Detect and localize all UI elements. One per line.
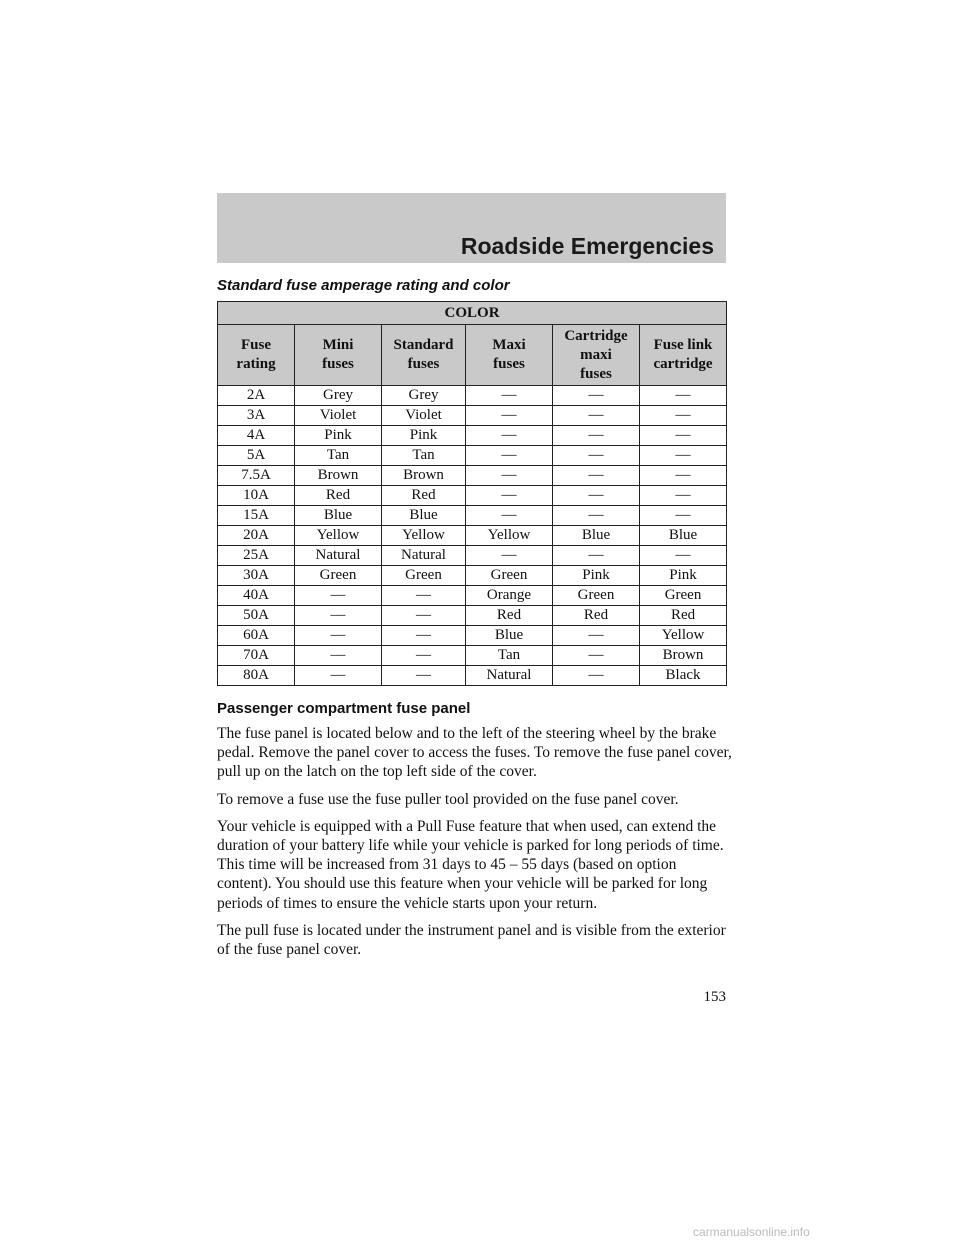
table-cell: — bbox=[640, 446, 727, 466]
table-cell: — bbox=[553, 666, 640, 686]
table-cell: Blue bbox=[295, 506, 382, 526]
table-cell: — bbox=[553, 646, 640, 666]
table-cell: — bbox=[466, 406, 553, 426]
table-cell: Red bbox=[640, 606, 727, 626]
table-cell: — bbox=[466, 446, 553, 466]
table-cell: 20A bbox=[218, 526, 295, 546]
table-cell: Brown bbox=[295, 466, 382, 486]
table-row bbox=[218, 546, 727, 566]
table-row bbox=[218, 586, 727, 606]
table-cell: Pink bbox=[553, 566, 640, 586]
table-cell: 50A bbox=[218, 606, 295, 626]
column-header-maxi-fuses: Maxi fuses bbox=[466, 325, 553, 386]
page-number: 153 bbox=[703, 989, 726, 1005]
table-cell: 3A bbox=[218, 406, 295, 426]
table-cell: Green bbox=[466, 566, 553, 586]
column-header-fuse-link-cartridge: Fuse link cartridge bbox=[640, 325, 727, 386]
paragraph: The fuse panel is located below and to the left of the steering wheel by the brake pedal. Remove the panel cover to access the fuses. To remove the fuse panel cover, pull up on the latch on the top left side of the cover. bbox=[217, 725, 732, 781]
table-cell: — bbox=[466, 486, 553, 506]
section-header-band bbox=[217, 193, 726, 263]
table-cell: Yellow bbox=[640, 626, 727, 646]
table-cell: — bbox=[466, 546, 553, 566]
table-cell: Pink bbox=[640, 566, 727, 586]
table-cell: Natural bbox=[466, 666, 553, 686]
table-cell: Natural bbox=[295, 546, 382, 566]
table-row bbox=[218, 666, 727, 686]
table-cell: — bbox=[295, 626, 382, 646]
watermark: carmanualsonline.info bbox=[693, 1225, 810, 1239]
table-caption: Standard fuse amperage rating and color bbox=[217, 277, 510, 294]
table-cell: 10A bbox=[218, 486, 295, 506]
table-cell: — bbox=[295, 606, 382, 626]
table-cell: Red bbox=[466, 606, 553, 626]
table-cell: — bbox=[553, 426, 640, 446]
table-row bbox=[218, 646, 727, 666]
column-header-cartridge-maxi-fuses: Cartridge maxi fuses bbox=[553, 325, 640, 386]
table-cell: — bbox=[382, 626, 466, 646]
table-cell: Violet bbox=[382, 406, 466, 426]
table-cell: 15A bbox=[218, 506, 295, 526]
table-cell: — bbox=[382, 586, 466, 606]
table-cell: — bbox=[553, 546, 640, 566]
table-cell: — bbox=[553, 406, 640, 426]
table-cell: 7.5A bbox=[218, 466, 295, 486]
table-cell: — bbox=[553, 626, 640, 646]
table-cell: — bbox=[640, 546, 727, 566]
table-cell: Yellow bbox=[466, 526, 553, 546]
table-row bbox=[218, 506, 727, 526]
table-cell: — bbox=[553, 446, 640, 466]
table-cell: Blue bbox=[553, 526, 640, 546]
table-cell: — bbox=[382, 666, 466, 686]
table-cell: 2A bbox=[218, 386, 295, 406]
table-cell: — bbox=[382, 606, 466, 626]
column-header-mini-fuses: Mini fuses bbox=[295, 325, 382, 386]
paragraph: The pull fuse is located under the instrument panel and is visible from the exterior of the fuse panel cover. bbox=[217, 921, 726, 959]
table-cell: — bbox=[640, 486, 727, 506]
column-header-fuse-rating: Fuse rating bbox=[218, 325, 295, 386]
fuse-color-table bbox=[217, 301, 727, 686]
table-cell: Yellow bbox=[295, 526, 382, 546]
table-cell: Pink bbox=[295, 426, 382, 446]
table-cell: — bbox=[553, 486, 640, 506]
table-cell: Natural bbox=[382, 546, 466, 566]
table-cell: — bbox=[466, 386, 553, 406]
column-header-row bbox=[218, 325, 727, 386]
table-cell: Brown bbox=[640, 646, 727, 666]
paragraph: To remove a fuse use the fuse puller tool provided on the fuse panel cover. bbox=[217, 790, 679, 808]
table-cell: Green bbox=[553, 586, 640, 606]
table-cell: Blue bbox=[382, 506, 466, 526]
table-cell: — bbox=[295, 666, 382, 686]
table-cell: Yellow bbox=[382, 526, 466, 546]
table-cell: — bbox=[295, 646, 382, 666]
table-cell: Blue bbox=[466, 626, 553, 646]
table-cell: Red bbox=[553, 606, 640, 626]
table-cell: — bbox=[640, 426, 727, 446]
section-title: Roadside Emergencies bbox=[460, 233, 714, 259]
table-cell: Black bbox=[640, 666, 727, 686]
table-row bbox=[218, 486, 727, 506]
table-cell: Red bbox=[295, 486, 382, 506]
table-cell: Grey bbox=[382, 386, 466, 406]
fuse-table-body bbox=[218, 386, 727, 686]
table-row bbox=[218, 626, 727, 646]
table-row bbox=[218, 386, 727, 406]
table-cell: Tan bbox=[466, 646, 553, 666]
table-cell: Green bbox=[382, 566, 466, 586]
color-group-header: COLOR bbox=[218, 302, 727, 325]
table-cell: 5A bbox=[218, 446, 295, 466]
table-cell: Violet bbox=[295, 406, 382, 426]
table-cell: — bbox=[640, 386, 727, 406]
table-cell: — bbox=[553, 466, 640, 486]
table-row bbox=[218, 466, 727, 486]
table-row bbox=[218, 526, 727, 546]
paragraph: Your vehicle is equipped with a Pull Fuse feature that when used, can extend the duration of your battery life while your vehicle is parked for long periods of time. This time will be increased from 31 days to 45 – 55 days (based on option content). You should use this feature when your vehicle will be parked for long periods of times to ensure the vehicle starts upon your return. bbox=[217, 817, 724, 912]
table-cell: Brown bbox=[382, 466, 466, 486]
table-row bbox=[218, 426, 727, 446]
table-cell: — bbox=[466, 506, 553, 526]
table-cell: Tan bbox=[382, 446, 466, 466]
body-text bbox=[217, 724, 732, 967]
table-cell: 4A bbox=[218, 426, 295, 446]
table-cell: Orange bbox=[466, 586, 553, 606]
table-cell: 25A bbox=[218, 546, 295, 566]
table-cell: — bbox=[553, 506, 640, 526]
section-heading: Passenger compartment fuse panel bbox=[217, 700, 471, 717]
table-cell: Red bbox=[382, 486, 466, 506]
table-cell: — bbox=[466, 426, 553, 446]
table-row bbox=[218, 446, 727, 466]
table-cell: — bbox=[640, 466, 727, 486]
table-cell: 40A bbox=[218, 586, 295, 606]
table-row bbox=[218, 566, 727, 586]
table-cell: Blue bbox=[640, 526, 727, 546]
table-cell: Green bbox=[640, 586, 727, 606]
table-cell: — bbox=[382, 646, 466, 666]
table-cell: 70A bbox=[218, 646, 295, 666]
table-row bbox=[218, 406, 727, 426]
table-cell: Tan bbox=[295, 446, 382, 466]
table-cell: — bbox=[553, 386, 640, 406]
table-cell: Green bbox=[295, 566, 382, 586]
table-cell: 60A bbox=[218, 626, 295, 646]
table-cell: — bbox=[640, 406, 727, 426]
table-cell: 30A bbox=[218, 566, 295, 586]
table-cell: 80A bbox=[218, 666, 295, 686]
table-cell: Grey bbox=[295, 386, 382, 406]
table-cell: Pink bbox=[382, 426, 466, 446]
table-cell: — bbox=[640, 506, 727, 526]
table-row bbox=[218, 606, 727, 626]
table-cell: — bbox=[295, 586, 382, 606]
table-cell: — bbox=[466, 466, 553, 486]
column-header-standard-fuses: Standard fuses bbox=[382, 325, 466, 386]
